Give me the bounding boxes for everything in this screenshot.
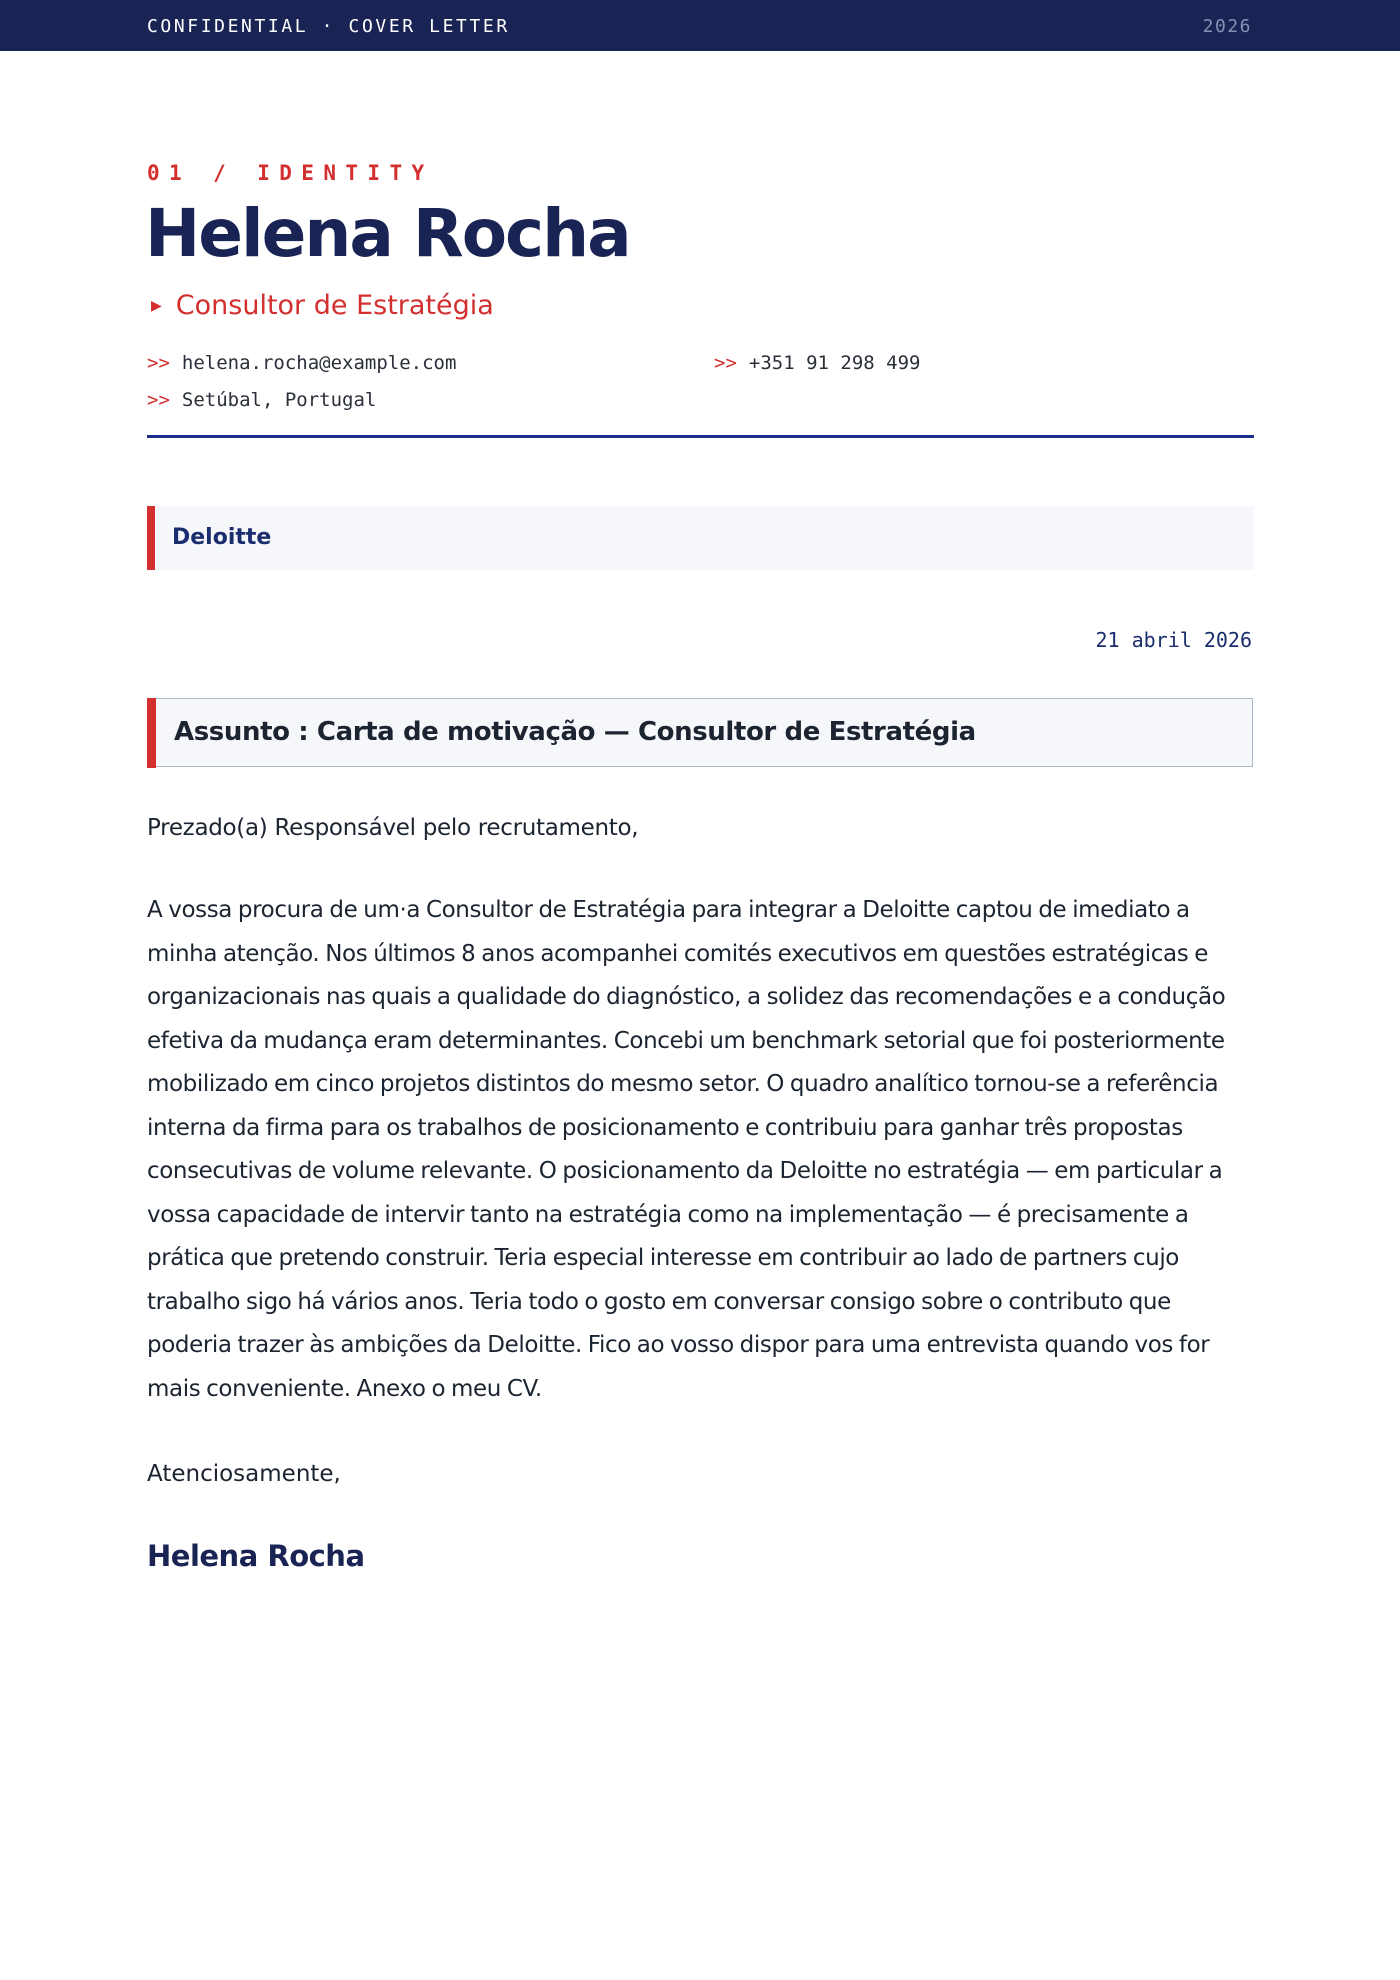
signature: Helena Rocha xyxy=(147,1539,365,1573)
subject-block xyxy=(147,698,1253,767)
recipient-company: Deloitte xyxy=(172,525,272,550)
location-value: Setúbal, Portugal xyxy=(181,389,377,411)
letter-body: A vossa procura de um·a Consultor de Estratégia para integrar a Deloitte captou de imediato a minha atenção. Nos últimos 8 anos acompanhei comités executivos em questões estratégicas e organizacionais nas quais a qualidade do diagnóstico, a solidez das recomendações e a condução efetiva da mudança eram determinantes. Concebi um benchmark setorial que foi posteriormente mobilizado em cinco projetos distintos do mesmo setor. O quadro analítico tornou-se a referência interna da firma para os trabalhos de posicionamento e contribuiu para ganhar três propostas consecutivas de volume relevante. O posicionamento da Deloitte no estratégia — em particular a vossa capacidade de intervir tanto na estratégia como na implementação — é precisamente a prática que pretendo construir. Teria especial interesse em contribuir ao lado de partners cujo trabalho sigo há vários anos. Teria todo o gosto em conversar consigo sobre o contributo que poderia trazer às ambições da Deloitte. Fico ao vosso dispor para uma entrevista quando vos for mais conveniente. Anexo o meu CV. xyxy=(147,897,1226,1402)
contact-marker: >> xyxy=(147,389,170,411)
contact-phone[interactable] xyxy=(714,352,920,374)
accent-bar xyxy=(147,698,156,768)
triangle-right-icon: ▶ xyxy=(151,298,162,314)
section-tag: 01 / IDENTITY xyxy=(147,161,434,185)
header-year: 2026 xyxy=(1202,16,1252,37)
header-divider xyxy=(147,435,1254,438)
applicant-role xyxy=(151,290,494,322)
email-value[interactable]: helena.rocha@example.com xyxy=(181,352,457,374)
contact-marker: >> xyxy=(147,352,170,374)
contact-email[interactable] xyxy=(147,352,456,374)
role-label: Consultor de Estratégia xyxy=(175,290,494,321)
subject-line: Assunto : Carta de motivação — Consultor de Estratégia xyxy=(174,717,976,747)
applicant-name: Helena Rocha xyxy=(145,195,630,272)
contact-location xyxy=(147,389,376,411)
header-label: CONFIDENTIAL · COVER LETTER xyxy=(147,16,510,37)
phone-value[interactable]: +351 91 298 499 xyxy=(748,352,921,374)
closing: Atenciosamente, xyxy=(147,1461,341,1487)
header-bar xyxy=(0,0,1400,51)
accent-bar xyxy=(147,506,155,570)
letter-date: 21 abril 2026 xyxy=(1095,628,1252,652)
salutation: Prezado(a) Responsável pelo recrutamento, xyxy=(147,815,639,841)
recipient-block xyxy=(147,506,1254,570)
contact-marker: >> xyxy=(714,352,737,374)
